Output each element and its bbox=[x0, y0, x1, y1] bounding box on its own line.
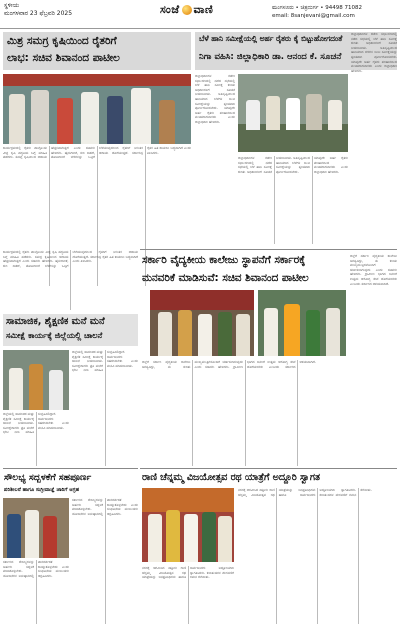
headline-line: ಮನವರಿಕೆ ಮಾಡಿಸುವೆ: ಸಚಿವ ಶಿವಾನಂದ ಪಾಟೀಲ bbox=[142, 272, 309, 284]
headline-line: ಸರ್ಕಾರಿ ವೈದ್ಯಕೀಯ ಕಾಲೇಜು ಸ್ಥಾಪನೆಗೆ ಸರ್ಕಾರಕ್ಕೆ bbox=[142, 254, 306, 266]
masthead-left bbox=[4, 2, 72, 18]
article-body: ಜಿಲ್ಲಾಧಿಕಾರಿಗಳ ಕಚೇರಿ ಸಭಾಂಗಣದಲ್ಲಿ ನಡೆದ ಸಭೆಯಲ್ಲಿ ಬೆಳೆ ಹಾನಿ ಸಮೀಕ್ಷೆ ಕುರಿತು ಅಧಿಕಾರಿಗಳಿಗೆ ಸೂಚನೆ ನೀಡಲಾಯಿತು. ಅತಿವೃಷ್ಟಿಯಿಂದ ಹಾನಿಯಾದ ಬೆಳೆಗಳ ಜಂಟಿ ಸಮೀಕ್ಷೆಯನ್ನು ತ್ವರಿತವಾಗಿ ಪೂರ್ಣಗೊಳಿಸಬೇಕು. ಯಾವುದೇ ಅರ್ಹ ರೈತರು ಪರಿಹಾರದಿಂದ ವಂಚಿತರಾಗಬಾರದು ಎಂದು ಜಿಲ್ಲಾಧಿಕಾರಿ ಹೇಳಿದರು. bbox=[351, 32, 397, 73]
news-photo bbox=[3, 74, 191, 144]
headline-line: ಲಾಭ: ಸಚಿವ ಶಿವಾನಂದ ಪಾಟೀಲ bbox=[7, 52, 120, 64]
event-photo bbox=[150, 290, 254, 356]
article-body: ಸರ್ಕಾರದ ಸೌಲಭ್ಯಗಳನ್ನು ಅರ್ಹರು ಸದ್ಬಳಕೆ ಮಾಡಿಕೊಳ್ಳಬೇಕು. ಯೋಜನೆಗಳ ಅನುಷ್ಠಾನದಲ್ಲಿ ಪಾರದರ್ಶಕತೆ ಕಾಯ್ದುಕೊಳ್ಳಬೇಕು ಎಂದು ಸಂಘಟನೆಯ ಮುಖಂಡರು ಆಗ್ರಹಿಸಿದರು. bbox=[72, 498, 138, 516]
divider bbox=[3, 468, 138, 469]
headline-line: ಪರಿಶೀಲನೆ ಹಾಗೂ ಸುಗ್ರೀವಾಜ್ಞೆ ಜಾರಿಗೆ ಆಗ್ರಹ bbox=[4, 487, 80, 493]
article-body: ಕಾರ್ಯಕ್ರಮದಲ್ಲಿ ರೈತರು ಪಾಲ್ಗೊಂಡು ಮಿಶ್ರ ಕೃಷಿ ಪದ್ಧತಿಯ ಬಗ್ಗೆ ಮಾಹಿತಿ ಪಡೆದರು. ಸಮಗ್ರ ಕೃಷಿಯಿಂದ ಆದಾಯ ಹೆಚ್ಚಳವಾಗುತ್ತದೆ ಎಂದು ಸಚಿವರು ಹೇಳಿದರು. ಹೈನುಗಾರಿಕೆ, ಕುರಿ ಸಾಕಣೆ, ತೋಟಗಾರಿಕೆ ಬೆಳೆಗಳನ್ನು ಒಟ್ಟಿಗೆ ಬೆಳೆಯುವುದರಿಂದ ರೈತರಿಗೆ ನಿರಂತರ ಆದಾಯ ದೊರೆಯುತ್ತದೆ. ಸರ್ಕಾರವು ರೈತರ ಹಿತ ಕಾಯಲು ಬದ್ಧವಾಗಿದೆ ಎಂದು ತಿಳಿಸಿದರು. bbox=[3, 146, 191, 160]
article-body: ಜಿಲ್ಲಾಧಿಕಾರಿಗಳ ಕಚೇರಿ ಸಭಾಂಗಣದಲ್ಲಿ ನಡೆದ ಸಭೆಯಲ್ಲಿ ಬೆಳೆ ಹಾನಿ ಸಮೀಕ್ಷೆ ಕುರಿತು ಅಧಿಕಾರಿಗಳಿಗೆ ಸೂಚನೆ ನೀಡಲಾಯಿತು. ಅತಿವೃಷ್ಟಿಯಿಂದ ಹಾನಿಯಾದ ಬೆಳೆಗಳ ಜಂಟಿ ಸಮೀಕ್ಷೆಯನ್ನು ತ್ವರಿತವಾಗಿ ಪೂರ್ಣಗೊಳಿಸಬೇಕು. ಯಾವುದೇ ಅರ್ಹ ರೈತರು ಪರಿಹಾರದಿಂದ ವಂಚಿತರಾಗಬಾರದು ಎಂದು ಜಿಲ್ಲಾಧಿಕಾರಿ ಹೇಳಿದರು. bbox=[195, 74, 235, 124]
headline-line: ನಿಗಾ ವಹಿಸಿ: ಜಿಲ್ಲಾಧಿಕಾರಿ ಡಾ. ಆನಂದ ಕೆ. ಸೂಚನೆ bbox=[199, 52, 342, 62]
protest-photo bbox=[3, 498, 69, 558]
headline-line: ಸಾಮಾಜಿಕ, ಶೈಕ್ಷಣಿಕ ಮನೆ ಮನೆ bbox=[6, 316, 105, 327]
brand-name-2: ವಾಣಿ bbox=[193, 3, 214, 16]
article-body: ಜಿಲ್ಲೆಗೆ ಸರ್ಕಾರಿ ವೈದ್ಯಕೀಯ ಕಾಲೇಜು ಅಗತ್ಯವಿದ್ದು, ಈ ಕುರಿತು ಮುಖ್ಯಮಂತ್ರಿಗಳೊಂದಿಗೆ ಚರ್ಚಿಸಲಾಗುವುದು ಎಂದು ಸಚಿವರು ಹೇಳಿದರು. ಗ್ರಾಮೀಣ ಭಾಗದ ಜನರಿಗೆ ಉತ್ತಮ ಆರೋಗ್ಯ ಸೇವೆ ದೊರೆಯಬೇಕು ಎಂಬುದು ಸರ್ಕಾರದ ಆಶಯವಾಗಿದೆ. bbox=[142, 360, 316, 369]
brand-name: ಸಂಜೆ bbox=[160, 3, 180, 16]
sun-logo-icon bbox=[182, 5, 192, 15]
article-body: ಕಾರ್ಯಕ್ರಮದಲ್ಲಿ ರೈತರು ಪಾಲ್ಗೊಂಡು ಮಿಶ್ರ ಕೃಷಿ ಪದ್ಧತಿಯ ಬಗ್ಗೆ ಮಾಹಿತಿ ಪಡೆದರು. ಸಮಗ್ರ ಕೃಷಿಯಿಂದ ಆದಾಯ ಹೆಚ್ಚಳವಾಗುತ್ತದೆ ಎಂದು ಸಚಿವರು ಹೇಳಿದರು. ಹೈನುಗಾರಿಕೆ, ಕುರಿ ಸಾಕಣೆ, ತೋಟಗಾರಿಕೆ ಬೆಳೆಗಳನ್ನು ಒಟ್ಟಿಗೆ ಬೆಳೆಯುವುದರಿಂದ ರೈತರಿಗೆ ನಿರಂತರ ಆದಾಯ ದೊರೆಯುತ್ತದೆ. ಸರ್ಕಾರವು ರೈತರ ಹಿತ ಕಾಯಲು ಬದ್ಧವಾಗಿದೆ ಎಂದು ತಿಳಿಸಿದರು. bbox=[3, 250, 138, 268]
headline-line: ಸಮೀಕ್ಷೆ ಕಾರ್ಯಕ್ಕೆ ಜಿಲ್ಲೆಯಲ್ಲಿ ಚಾಲನೆ bbox=[6, 331, 103, 340]
article-body: ಸರ್ಕಾರದ ಸೌಲಭ್ಯಗಳನ್ನು ಅರ್ಹರು ಸದ್ಬಳಕೆ ಮಾಡಿಕೊಳ್ಳಬೇಕು. ಯೋಜನೆಗಳ ಅನುಷ್ಠಾನದಲ್ಲಿ ಪಾರದರ್ಶಕತೆ ಕಾಯ್ದುಕೊಳ್ಳಬೇಕು ಎಂದು ಸಂಘಟನೆಯ ಮುಖಂಡರು ಆಗ್ರಹಿಸಿದರು. bbox=[3, 560, 69, 578]
article-body: ಜಿಲ್ಲೆಯಲ್ಲಿ ಸಾಮಾಜಿಕ ಮತ್ತು ಶೈಕ್ಷಣಿಕ ಸಮೀಕ್ಷೆ ಕಾರ್ಯಕ್ಕೆ ಚಾಲನೆ ನೀಡಲಾಯಿತು. ಸಮೀಕ್ಷೆದಾರರು ಪ್ರತಿ ಮನೆಗೆ ಭೇಟಿ ನೀಡಿ ಮಾಹಿತಿ ಸಂಗ್ರಹಿಸಲಿದ್ದಾರೆ. ಸಾರ್ವಜನಿಕರು ಸಹಕರಿಸಬೇಕು ಎಂದು ಮನವಿ ಮಾಡಲಾಯಿತು. bbox=[3, 412, 69, 435]
contact-line: ಮಂಗಳೂರು • ಚಿತ್ರದುರ್ಗ • 94498 71082 bbox=[272, 5, 362, 11]
meeting-photo bbox=[238, 74, 348, 152]
section-label: ಸ್ಥಳೀಯ bbox=[4, 2, 20, 9]
headline-line: ಬೆಳೆ ಹಾನಿ ಸಮೀಕ್ಷೆಯಲ್ಲಿ ಅರ್ಹ ರೈತರು ಕೈ ಬಿಟ್ಟುಹೋಗದಂತೆ bbox=[199, 34, 343, 43]
headline-line: ಸೌಲಭ್ಯ ಸದ್ಬಳಕೆಗೆ ಸಹಪೂರ್ಣ bbox=[4, 472, 92, 483]
article-body: ಜಿಲ್ಲೆಯಲ್ಲಿ ಸಾಮಾಜಿಕ ಮತ್ತು ಶೈಕ್ಷಣಿಕ ಸಮೀಕ್ಷೆ ಕಾರ್ಯಕ್ಕೆ ಚಾಲನೆ ನೀಡಲಾಯಿತು. ಸಮೀಕ್ಷೆದಾರರು ಪ್ರತಿ ಮನೆಗೆ ಭೇಟಿ ನೀಡಿ ಮಾಹಿತಿ ಸಂಗ್ರಹಿಸಲಿದ್ದಾರೆ. ಸಾರ್ವಜನಿಕರು ಸಹಕರಿಸಬೇಕು ಎಂದು ಮನವಿ ಮಾಡಲಾಯಿತು. bbox=[72, 350, 138, 373]
divider bbox=[140, 249, 397, 250]
contact-email: email: 8sanjevani@gmail.com bbox=[272, 13, 355, 19]
event-photo-2 bbox=[258, 290, 346, 356]
divider bbox=[140, 468, 397, 469]
survey-photo bbox=[3, 350, 69, 410]
masthead bbox=[0, 0, 400, 29]
article-body: ಜಿಲ್ಲೆಗೆ ಸರ್ಕಾರಿ ವೈದ್ಯಕೀಯ ಕಾಲೇಜು ಅಗತ್ಯವಿದ್ದು, ಈ ಕುರಿತು ಮುಖ್ಯಮಂತ್ರಿಗಳೊಂದಿಗೆ ಚರ್ಚಿಸಲಾಗುವುದು ಎಂದು ಸಚಿವರು ಹೇಳಿದರು. ಗ್ರಾಮೀಣ ಭಾಗದ ಜನರಿಗೆ ಉತ್ತಮ ಆರೋಗ್ಯ ಸೇವೆ ದೊರೆಯಬೇಕು ಎಂಬುದು ಸರ್ಕಾರದ ಆಶಯವಾಗಿದೆ. bbox=[350, 254, 397, 286]
brand-logo bbox=[160, 3, 213, 17]
procession-photo bbox=[142, 488, 234, 562]
article-body: ನಗರಕ್ಕೆ ಆಗಮಿಸಿದ ಕಿತ್ತೂರು ರಾಣಿ ಚೆನ್ನಮ್ಮ ವಿಜಯೋತ್ಸವ ರಥ ಯಾತ್ರೆಯನ್ನು ಜನಪ್ರತಿನಿಧಿಗಳು ಹಾಗೂ ಸಾರ್ವಜನಿಕರು ಅದ್ದೂರಿಯಾಗಿ ಸ್ವಾಗತಿಸಿದರು. ಕಲಾತಂಡಗಳ ಮೆರವಣಿಗೆ ಗಮನ ಸೆಳೆಯಿತು. bbox=[142, 566, 234, 580]
headline-line: ರಾಣಿ ಚೆನ್ನಮ್ಮ ವಿಜಯೋತ್ಸವ ರಥ ಯಾತ್ರೆಗೆ ಅದ್ದೂರಿ ಸ್ವಾಗತ bbox=[142, 472, 320, 483]
top-left-headline-box bbox=[3, 32, 191, 70]
issue-date: ಮಂಗಳವಾರ 23 ಫೆಬ್ರವರಿ 2025 bbox=[4, 10, 73, 17]
masthead-right bbox=[272, 4, 362, 20]
article-body: ನಗರಕ್ಕೆ ಆಗಮಿಸಿದ ಕಿತ್ತೂರು ರಾಣಿ ಚೆನ್ನಮ್ಮ ವಿಜಯೋತ್ಸವ ರಥ ಯಾತ್ರೆಯನ್ನು ಜನಪ್ರತಿನಿಧಿಗಳು ಹಾಗೂ ಸಾರ್ವಜನಿಕರು ಅದ್ದೂರಿಯಾಗಿ ಸ್ವಾಗತಿಸಿದರು. ಕಲಾತಂಡಗಳ ಮೆರವಣಿಗೆ ಗಮನ ಸೆಳೆಯಿತು. bbox=[238, 488, 372, 497]
left-mid-headline-box bbox=[3, 314, 138, 346]
article-body: ಜಿಲ್ಲಾಧಿಕಾರಿಗಳ ಕಚೇರಿ ಸಭಾಂಗಣದಲ್ಲಿ ನಡೆದ ಸಭೆಯಲ್ಲಿ ಬೆಳೆ ಹಾನಿ ಸಮೀಕ್ಷೆ ಕುರಿತು ಅಧಿಕಾರಿಗಳಿಗೆ ಸೂಚನೆ ನೀಡಲಾಯಿತು. ಅತಿವೃಷ್ಟಿಯಿಂದ ಹಾನಿಯಾದ ಬೆಳೆಗಳ ಜಂಟಿ ಸಮೀಕ್ಷೆಯನ್ನು ತ್ವರಿತವಾಗಿ ಪೂರ್ಣಗೊಳಿಸಬೇಕು. ಯಾವುದೇ ಅರ್ಹ ರೈತರು ಪರಿಹಾರದಿಂದ ವಂಚಿತರಾಗಬಾರದು ಎಂದು ಜಿಲ್ಲಾಧಿಕಾರಿ ಹೇಳಿದರು. bbox=[238, 156, 348, 174]
headline-line: ಮಿಶ್ರ ಸಮಗ್ರ ಕೃಷಿಯಿಂದ ರೈತರಿಗೆ bbox=[7, 35, 117, 47]
